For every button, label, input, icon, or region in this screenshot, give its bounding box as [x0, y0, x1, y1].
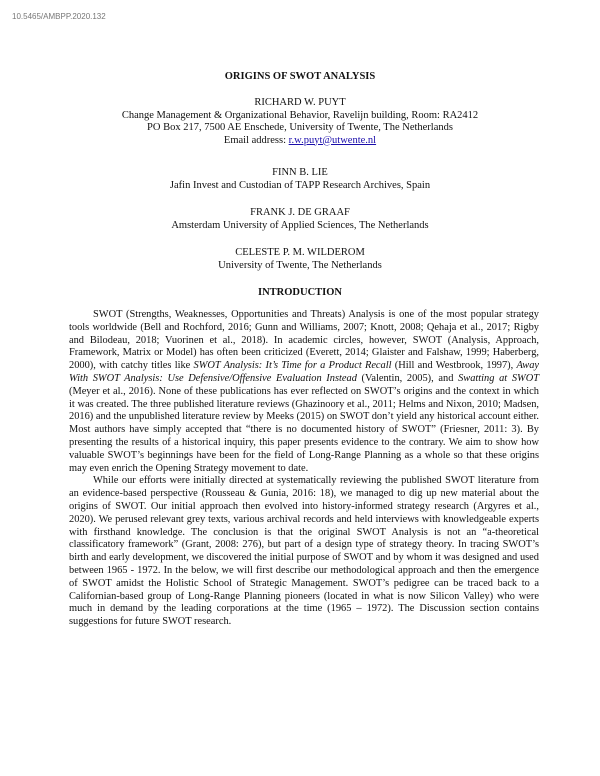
text-run: (Hill and Westbrook, 1997),: [391, 360, 517, 372]
doi-watermark: 10.5465/AMBPP.2020.132: [12, 12, 106, 21]
section-heading: INTRODUCTION: [257, 287, 342, 298]
italic-title-run: SWOT Analysis: It’s Time for a Product Recall: [193, 360, 392, 372]
text-run: (Valentin, 2005), and: [356, 372, 459, 384]
paper-title: ORIGINS OF SWOT ANALYSIS: [224, 71, 376, 82]
text-run: (Meyer et al., 2016). None of these publications has ever reflected on SWOT’s origins and the context in which it was created. The three published literature reviews (Ghazinoory et al., 2011; Helms and Nixon, 2010; Madsen, 2016) and the unpublished literature review by Meeks (2015) on SWOT don’t yield any historical account either. Most authors have simply accepted that “there is no documented history of SWOT” (Friesner, 2011: 3). By presenting the results of a historical inquiry, this paper presents evidence to the contrary. We aim to show how valuable SWOT’s beginnings have been for the field of Long-Range Planning as a whole so that these origins may even enrich the Opening Strategy movement to date.: [69, 385, 539, 474]
author-affiliation: Change Management & Organizational Behavior, Ravelijn building, Room: RA2412: [121, 109, 479, 121]
body-paragraph: [69, 309, 539, 475]
author-affiliation: Amsterdam University of Applied Sciences, The Netherlands: [171, 219, 429, 231]
email-link[interactable]: r.w.puyt@utwente.nl: [288, 134, 377, 146]
italic-title-run: Swatting at SWOT: [458, 372, 539, 384]
author-name: CELESTE P. M. WILDEROM: [235, 247, 365, 258]
author-name: RICHARD W. PUYT: [254, 97, 346, 108]
email-label: Email address:: [223, 134, 289, 146]
author-block-1: [0, 97, 600, 147]
body-paragraph: [69, 475, 539, 629]
italic-title-run: Away With SWOT Analysis: Use Defensive/Offensive Evaluation Instead: [69, 360, 539, 384]
author-email-line: [0, 135, 600, 148]
author-block-2: [0, 167, 600, 192]
author-name: FINN B. LIE: [272, 167, 328, 178]
text-run: SWOT (Strengths, Weaknesses, Opportunities and Threats) Analysis is one of the most popular strategy tools worldwide (Bell and Rochford, 2016; Gunn and Williams, 2007; Knott, 2008; Qehaja et al., 2017; Rigby and Bilodeau, 2018; Vuorinen et al., 2018). In academic circles, however, SWOT (Analysis, Approach, Framework, Matrix or Model) has often been criticized (Everett, 2014; Glaister and Falshaw, 1999; Haberberg, 2000), with catchy titles like: [69, 309, 539, 372]
author-block-4: [0, 247, 600, 272]
author-name: FRANK J. DE GRAAF: [250, 207, 350, 218]
author-affiliation: PO Box 217, 7500 AE Enschede, University of Twente, The Netherlands: [147, 122, 453, 133]
author-block-3: [0, 207, 600, 232]
author-affiliation: Jafin Invest and Custodian of TAPP Research Archives, Spain: [169, 179, 431, 191]
body-text: [69, 309, 539, 629]
author-affiliation: University of Twente, The Netherlands: [218, 259, 382, 271]
text-run: While our efforts were initially directed at systematically reviewing the published SWOT literature from an evidence-based perspective (Rousseau & Gunia, 2016: 18), we managed to dig up new material about the origins of SWOT. Our initial approach then evolved into history-informed strategy research (Argyres et al., 2020). We perused relevant grey texts, various archival records and held interviews with knowledgeable experts with firsthand knowledge. The conclusion is that the original SWOT Analysis is not an “a-theoretical classificatory framework” (Grant, 2008: 276), but part of a design type of strategy theory. In tracing SWOT’s birth and early development, we discovered the initial purpose of SWOT and by whom it was designed and used between 1965 - 1972. In the below, we will first describe our methodological approach and then the emergence of SWOT amidst the Holistic School of Strategic Management. SWOT’s pedigree can be traced back to a Californian-based group of Long-Range Planning pioneers (located in what is now Silicon Valley) who were much in demand by the leading corporations at the time (1965 – 1972). The Discussion section contains suggestions for future SWOT research.: [69, 475, 539, 628]
